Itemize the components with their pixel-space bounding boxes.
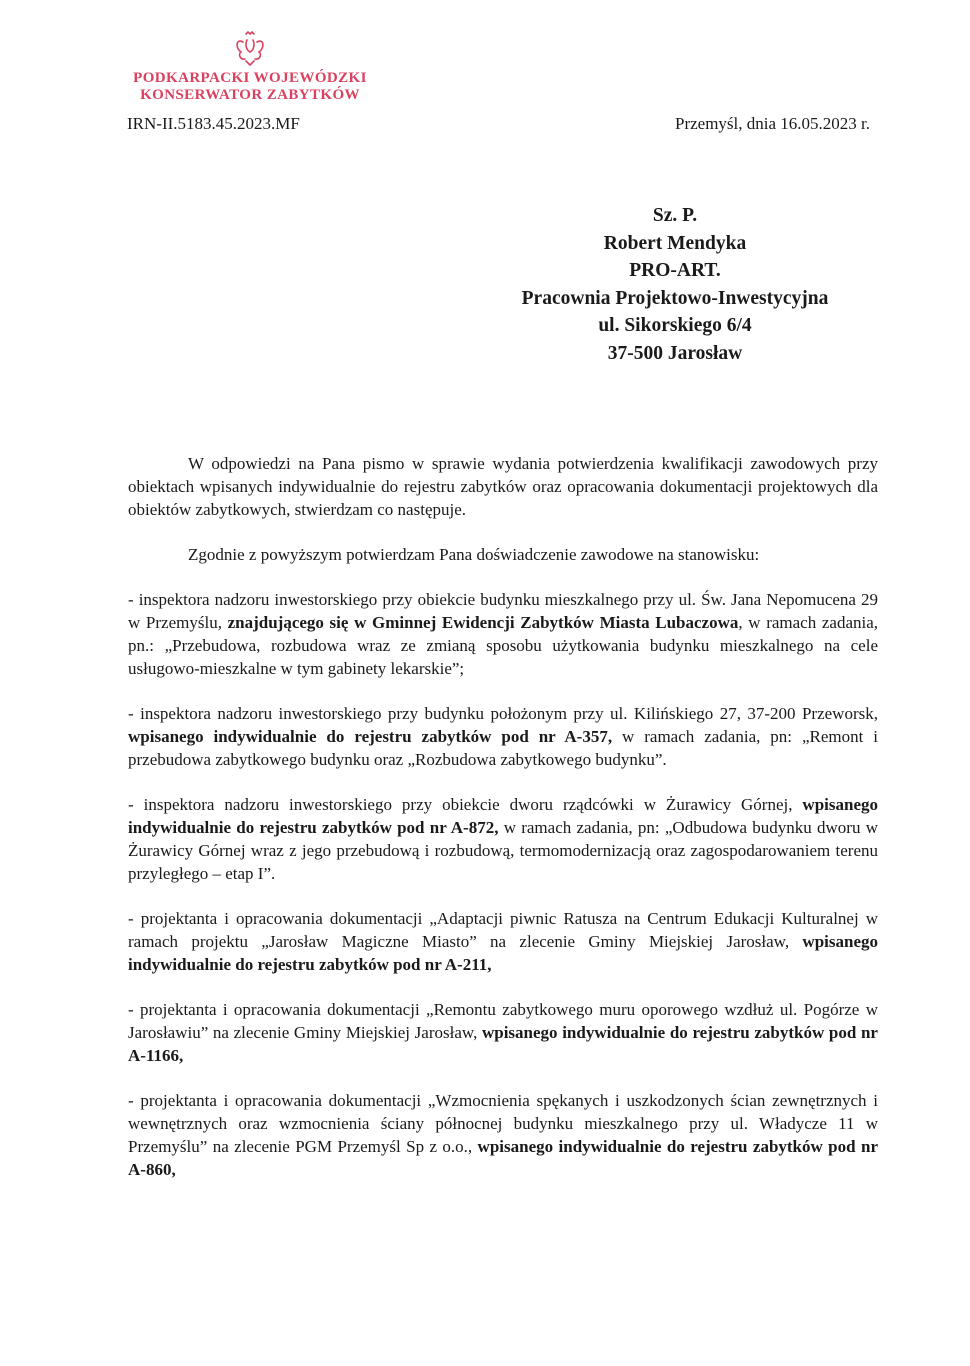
reference-number: IRN-II.5183.45.2023.MF (127, 114, 300, 133)
addressee-block (470, 202, 880, 367)
addressee-city: 37-500 Jarosław (607, 342, 743, 364)
experience-item: - projektanta i opracowania dokumentacji „Adaptacji piwnic Ratusza na Centrum Edukacji Kulturalnej w ramach projektu „Jarosław Magiczne Miasto” na zlecenie Gminy Miejskiej Jarosław, wpisanego indywidualnie do rejestru zabytków pod nr A-211, (128, 909, 878, 974)
stamp-line-2: KONSERWATOR ZABYTKÓW (140, 87, 360, 103)
experience-item: - inspektora nadzoru inwestorskiego przy obiekcie budynku mieszkalnego przy ul. Św. Jana Nepomucena 29 w Przemyślu, znajdującego się w Gminnej Ewidencji Zabytków Miasta Lubaczowa, w ramach zadania, pn.: „Przebudowa, rozbudowa wraz ze zmianą sposobu użytkowania budynku mieszkalnego na cele usługowo-mieszkalne w tym gabinety lekarskie”; (128, 590, 879, 678)
eagle-emblem-icon (232, 30, 268, 68)
addressee-street: ul. Sikorskiego 6/4 (598, 315, 752, 336)
place-and-date: Przemyśl, dnia 16.05.2023 r. (674, 114, 870, 133)
experience-item: - inspektora nadzoru inwestorskiego przy budynku położonym przy ul. Kilińskiego 27, 37-200 Przeworsk, wpisanego indywidualnie do rejestru zabytków pod nr A-357, w ramach zadania, pn: „Remont i przebudowa zabytkowego budynku oraz „Rozbudowa zabytkowego budynku”. (128, 704, 878, 769)
experience-item: - projektanta i opracowania dokumentacji „Wzmocnienia spękanych i uszkodzonych ścian zewnętrznych i wewnętrznych oraz wzmocnienia ściany północnej budynku mieszkalnego przy ul. Władycze 11 w Przemyślu” na zlecenie PGM Przemyśl Sp z o.o., wpisanego indywidualnie do rejestru zabytków pod nr A-860, (128, 1091, 878, 1179)
confirmation-paragraph: Zgodnie z powyższym potwierdzam Pana doświadczenie zawodowe na stanowisku: (188, 545, 760, 564)
addressee-salutation: Sz. P. (652, 205, 698, 226)
intro-paragraph: W odpowiedzi na Pana pismo w sprawie wydania potwierdzenia kwalifikacji zawodowych przy obiektach wpisanych indywidualnie do rejestru zabytków oraz opracowania dokumentacji projektowych dla obiektów zabytkowych, stwierdzam co następuje. (128, 454, 878, 519)
office-stamp (130, 30, 370, 104)
addressee-name: Robert Mendyka (603, 232, 747, 254)
experience-item: - projektanta i opracowania dokumentacji „Remontu zabytkowego muru oporowego wzdłuż ul. Pogórze w Jarosławiu” na zlecenie Gminy Miejskiej Jarosław, wpisanego indywidualnie do rejestru zabytków pod nr A-1166, (128, 1000, 878, 1065)
addressee-company: PRO-ART. (629, 260, 721, 281)
experience-item: - inspektora nadzoru inwestorskiego przy obiekcie dworu rządcówki w Żurawicy Górnej, wpisanego indywidualnie do rejestru zabytków pod nr A-872, w ramach zadania, pn: „Odbudowa budynku dworu w Żurawicy Górnej wraz z jego przebudową i rozbudową, termomodernizacją oraz zagospodarowaniem terenu przyległego – etap I”. (128, 795, 878, 883)
addressee-company-desc: Pracownia Projektowo-Inwestycyjna (521, 287, 829, 309)
stamp-line-1: PODKARPACKI WOJEWÓDZKI (133, 70, 367, 86)
letter-body (128, 452, 878, 1181)
